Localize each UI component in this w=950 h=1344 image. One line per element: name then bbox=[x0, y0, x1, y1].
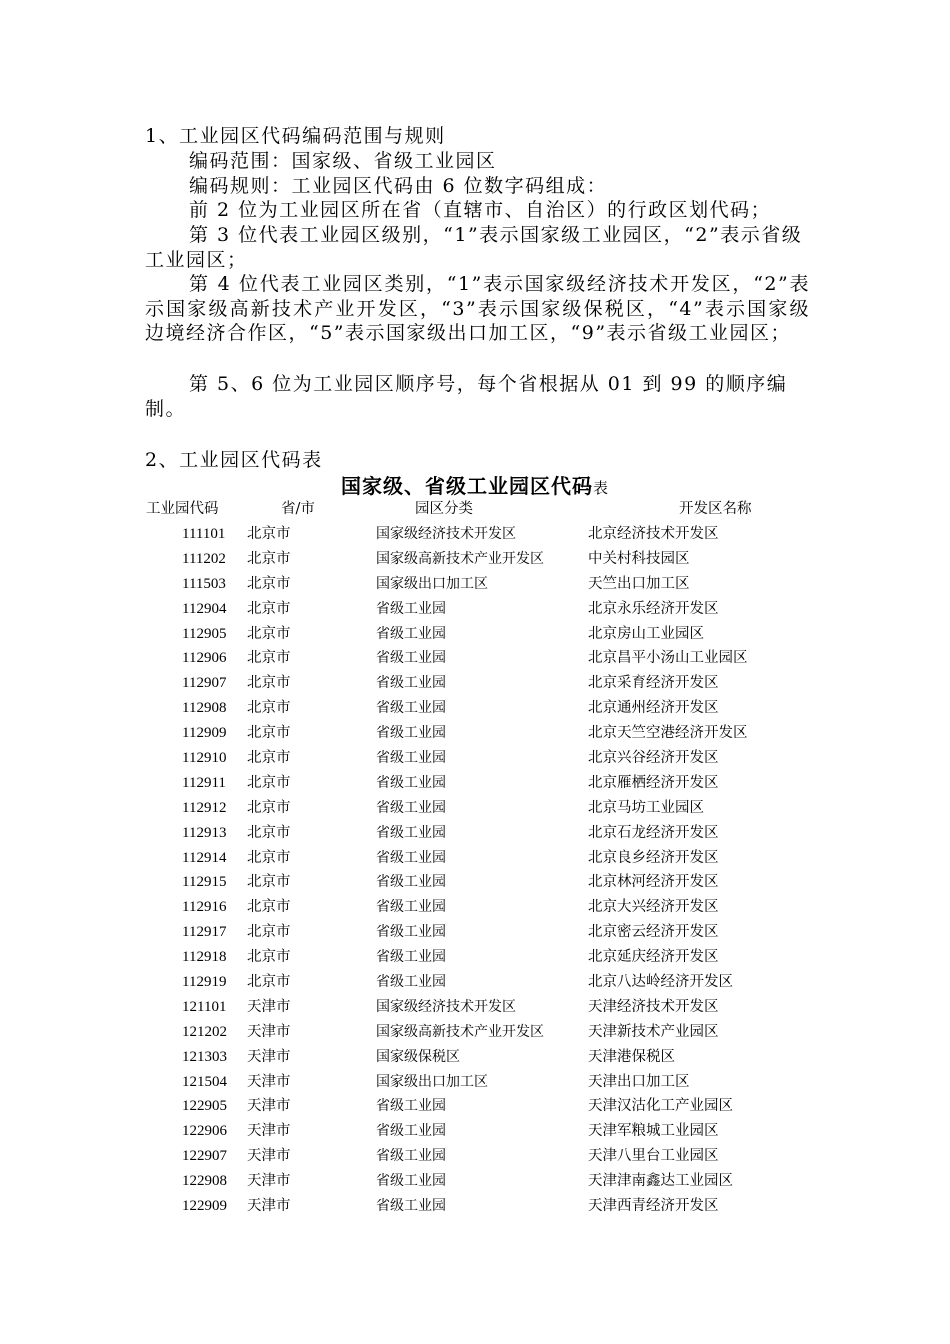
table-row bbox=[0, 1144, 950, 1169]
province-cell: 天津市 bbox=[247, 1098, 291, 1115]
park-code-cell: 121101 bbox=[182, 998, 227, 1015]
province-cell: 北京市 bbox=[247, 650, 291, 667]
park-name-cell: 天津港保税区 bbox=[588, 1048, 675, 1065]
table-row bbox=[0, 1094, 950, 1119]
province-cell: 北京市 bbox=[247, 774, 291, 791]
column-header-name: 开发区名称 bbox=[679, 501, 752, 517]
table-row bbox=[0, 1119, 950, 1144]
province-cell: 北京市 bbox=[247, 550, 291, 567]
encoding-rule: 编码规则：工业园区代码由 6 位数字码组成： bbox=[189, 175, 608, 197]
column-header-code: 工业园代码 bbox=[146, 501, 219, 517]
park-code-cell: 122907 bbox=[182, 1148, 227, 1165]
digits-1-2-rule: 前 2 位为工业园区所在省（直辖市、自治区）的行政区划代码； bbox=[189, 199, 772, 221]
table-row bbox=[0, 846, 950, 871]
park-name-cell: 北京房山工业园区 bbox=[588, 625, 704, 642]
table-row bbox=[0, 1020, 950, 1045]
park-code-cell: 121303 bbox=[182, 1048, 227, 1065]
table-header bbox=[0, 497, 950, 522]
park-code-cell: 122908 bbox=[182, 1173, 227, 1190]
table-row bbox=[0, 870, 950, 895]
park-code-cell: 112917 bbox=[182, 924, 227, 941]
table-row bbox=[0, 821, 950, 846]
province-cell: 北京市 bbox=[247, 849, 291, 866]
category-cell: 省级工业园 bbox=[376, 874, 446, 891]
table-row bbox=[0, 895, 950, 920]
park-name-cell: 北京采育经济开发区 bbox=[588, 675, 719, 692]
province-cell: 北京市 bbox=[247, 675, 291, 692]
table-row bbox=[0, 945, 950, 970]
category-cell: 省级工业园 bbox=[376, 1148, 446, 1165]
park-name-cell: 天竺出口加工区 bbox=[588, 575, 690, 592]
park-code-cell: 112907 bbox=[182, 675, 227, 692]
park-code-cell: 121202 bbox=[182, 1023, 227, 1040]
category-cell: 省级工业园 bbox=[376, 824, 446, 841]
park-name-cell: 北京永乐经济开发区 bbox=[588, 600, 719, 617]
category-cell: 国家级经济技术开发区 bbox=[376, 526, 516, 542]
park-code-cell: 111202 bbox=[182, 550, 226, 567]
province-cell: 天津市 bbox=[247, 1048, 291, 1065]
park-name-cell: 天津津南鑫达工业园区 bbox=[588, 1173, 733, 1190]
province-cell: 天津市 bbox=[247, 1173, 291, 1190]
province-cell: 北京市 bbox=[247, 700, 291, 717]
section-2-heading: 2、工业园区代码表 bbox=[145, 449, 323, 471]
digit-3-rule: 第 3 位代表工业园区级别，“1”表示国家级工业园区，“2”表示省级工业园区； bbox=[145, 224, 803, 271]
province-cell: 北京市 bbox=[247, 750, 291, 767]
province-cell: 天津市 bbox=[247, 1198, 291, 1215]
category-cell: 省级工业园 bbox=[376, 650, 446, 667]
column-header-province: 省/市 bbox=[281, 501, 315, 517]
category-cell: 国家级出口加工区 bbox=[376, 1073, 488, 1090]
province-cell: 北京市 bbox=[247, 799, 291, 816]
province-cell: 北京市 bbox=[247, 874, 291, 891]
park-name-cell: 北京天竺空港经济开发区 bbox=[588, 725, 748, 742]
province-cell: 天津市 bbox=[247, 1073, 291, 1090]
park-name-cell: 北京良乡经济开发区 bbox=[588, 849, 719, 866]
park-name-cell: 北京通州经济开发区 bbox=[588, 700, 719, 717]
table-row bbox=[0, 646, 950, 671]
park-code-cell: 122909 bbox=[182, 1198, 227, 1215]
park-code-cell: 112913 bbox=[182, 824, 227, 841]
category-cell: 国家级保税区 bbox=[376, 1048, 460, 1065]
park-code-cell: 111503 bbox=[182, 575, 226, 592]
park-code-cell: 122905 bbox=[182, 1098, 227, 1115]
category-cell: 国家级经济技术开发区 bbox=[376, 998, 516, 1015]
province-cell: 天津市 bbox=[247, 1148, 291, 1165]
park-code-cell: 112916 bbox=[182, 899, 227, 916]
park-name-cell: 天津出口加工区 bbox=[588, 1073, 690, 1090]
park-code-cell: 112906 bbox=[182, 650, 227, 667]
table-row bbox=[0, 970, 950, 995]
park-code-cell: 112909 bbox=[182, 725, 227, 742]
digit-4-rule: 第 4 位代表工业园区类别，“1”表示国家级经济技术开发区，“2”表示国家级高新技术产业开发区，“3”表示国家级保税区，“4”表示国家级边境经济合作区，“5”表示国家级出口加工区，“9”表示省级工业园区； bbox=[145, 273, 810, 344]
park-code-cell: 111101 bbox=[182, 526, 226, 542]
province-cell: 北京市 bbox=[247, 526, 291, 542]
column-header-category: 园区分类 bbox=[415, 501, 473, 517]
province-cell: 北京市 bbox=[247, 949, 291, 966]
province-cell: 北京市 bbox=[247, 725, 291, 742]
park-code-cell: 112904 bbox=[182, 600, 227, 617]
category-cell: 省级工业园 bbox=[376, 750, 446, 767]
park-name-cell: 北京密云经济开发区 bbox=[588, 924, 719, 941]
category-cell: 省级工业园 bbox=[376, 675, 446, 692]
category-cell: 省级工业园 bbox=[376, 625, 446, 642]
table-row bbox=[0, 721, 950, 746]
table-row bbox=[0, 597, 950, 622]
park-name-cell: 天津经济技术开发区 bbox=[588, 998, 719, 1015]
category-cell: 国家级高新技术产业开发区 bbox=[376, 1023, 544, 1040]
park-name-cell: 北京延庆经济开发区 bbox=[588, 949, 719, 966]
park-code-cell: 112905 bbox=[182, 625, 227, 642]
table-row bbox=[0, 547, 950, 572]
category-cell: 省级工业园 bbox=[376, 974, 446, 991]
park-name-cell: 北京兴谷经济开发区 bbox=[588, 750, 719, 767]
category-cell: 省级工业园 bbox=[376, 1198, 446, 1215]
table-row bbox=[0, 671, 950, 696]
category-cell: 省级工业园 bbox=[376, 799, 446, 816]
park-name-cell: 北京林河经济开发区 bbox=[588, 874, 719, 891]
park-code-cell: 112910 bbox=[182, 750, 227, 767]
park-name-cell: 天津西青经济开发区 bbox=[588, 1198, 719, 1215]
park-name-cell: 北京石龙经济开发区 bbox=[588, 824, 719, 841]
park-code-cell: 112908 bbox=[182, 700, 227, 717]
category-cell: 省级工业园 bbox=[376, 924, 446, 941]
park-name-cell: 中关村科技园区 bbox=[588, 550, 690, 567]
province-cell: 北京市 bbox=[247, 625, 291, 642]
category-cell: 省级工业园 bbox=[376, 600, 446, 617]
table-row bbox=[0, 920, 950, 945]
category-cell: 省级工业园 bbox=[376, 949, 446, 966]
park-code-cell: 122906 bbox=[182, 1123, 227, 1140]
table-row bbox=[0, 1045, 950, 1070]
table-row bbox=[0, 771, 950, 796]
table-row bbox=[0, 746, 950, 771]
category-cell: 省级工业园 bbox=[376, 899, 446, 916]
park-code-cell: 112919 bbox=[182, 974, 227, 991]
table-title-suffix: 表 bbox=[592, 479, 609, 497]
section-1-heading: 1、工业园区代码编码范围与规则 bbox=[145, 125, 446, 147]
table-row bbox=[0, 622, 950, 647]
park-name-cell: 北京马坊工业园区 bbox=[588, 799, 704, 816]
park-code-cell: 112918 bbox=[182, 949, 227, 966]
park-name-cell: 北京昌平小汤山工业园区 bbox=[588, 650, 748, 667]
park-code-cell: 112912 bbox=[182, 799, 227, 816]
category-cell: 省级工业园 bbox=[376, 774, 446, 791]
category-cell: 省级工业园 bbox=[376, 1123, 446, 1140]
province-cell: 北京市 bbox=[247, 924, 291, 941]
category-cell: 省级工业园 bbox=[376, 1098, 446, 1115]
table-row bbox=[0, 1194, 950, 1219]
province-cell: 天津市 bbox=[247, 1123, 291, 1140]
park-name-cell: 北京雁栖经济开发区 bbox=[588, 774, 719, 791]
table-row bbox=[0, 572, 950, 597]
table-row bbox=[0, 696, 950, 721]
table-row bbox=[0, 522, 950, 547]
category-cell: 省级工业园 bbox=[376, 725, 446, 742]
province-cell: 北京市 bbox=[247, 600, 291, 617]
table-row bbox=[0, 995, 950, 1020]
park-code-cell: 112911 bbox=[182, 774, 226, 791]
table-row bbox=[0, 796, 950, 821]
category-cell: 国家级高新技术产业开发区 bbox=[376, 550, 544, 567]
province-cell: 天津市 bbox=[247, 998, 291, 1015]
encoding-scope: 编码范围：国家级、省级工业园区 bbox=[189, 150, 497, 172]
table-body bbox=[0, 522, 950, 1219]
category-cell: 省级工业园 bbox=[376, 700, 446, 717]
park-name-cell: 天津新技术产业园区 bbox=[588, 1023, 719, 1040]
category-cell: 国家级出口加工区 bbox=[376, 575, 488, 592]
province-cell: 北京市 bbox=[247, 824, 291, 841]
province-cell: 北京市 bbox=[247, 575, 291, 592]
digits-5-6-rule: 第 5、6 位为工业园区顺序号，每个省根据从 01 到 99 的顺序编制。 bbox=[145, 373, 788, 420]
park-name-cell: 天津八里台工业园区 bbox=[588, 1148, 719, 1165]
category-cell: 省级工业园 bbox=[376, 849, 446, 866]
park-code-cell: 112915 bbox=[182, 874, 227, 891]
park-code-cell: 112914 bbox=[182, 849, 227, 866]
park-name-cell: 天津军粮城工业园区 bbox=[588, 1123, 719, 1140]
category-cell: 省级工业园 bbox=[376, 1173, 446, 1190]
province-cell: 北京市 bbox=[247, 899, 291, 916]
table-title-main: 国家级、省级工业园区代码 bbox=[340, 474, 593, 498]
park-code-cell: 121504 bbox=[182, 1073, 227, 1090]
province-cell: 天津市 bbox=[247, 1023, 291, 1040]
table-row bbox=[0, 1169, 950, 1194]
table-row bbox=[0, 1070, 950, 1095]
park-name-cell: 北京大兴经济开发区 bbox=[588, 899, 719, 916]
province-cell: 北京市 bbox=[247, 974, 291, 991]
park-name-cell: 天津汉沽化工产业园区 bbox=[588, 1098, 733, 1115]
park-name-cell: 北京经济技术开发区 bbox=[588, 526, 719, 542]
park-name-cell: 北京八达岭经济开发区 bbox=[588, 974, 733, 991]
